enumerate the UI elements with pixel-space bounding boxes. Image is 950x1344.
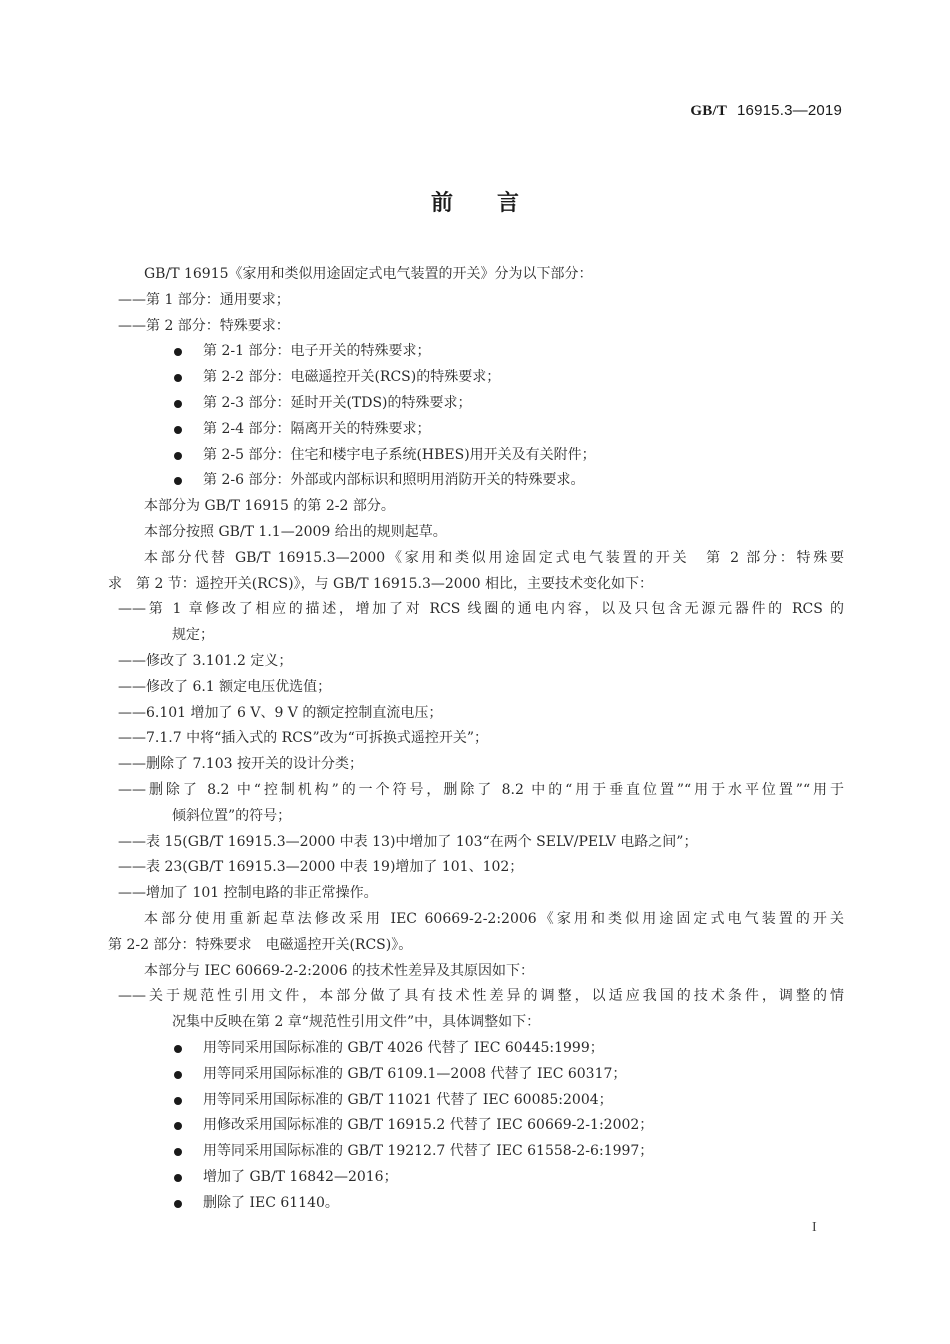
bullet-icon — [174, 477, 182, 485]
change-item: ——6.101 增加了 6 V、9 V 的额定控制直流电压； — [118, 704, 443, 721]
standard-number: 16915.3—2019 — [737, 102, 842, 119]
change-item: ——修改了 6.1 额定电压优选值； — [118, 678, 332, 695]
adopt-paragraph-line-2: 第 2-2 部分：特殊要求 电磁遥控开关(RCS)》。 — [108, 936, 413, 953]
bullet-icon — [174, 452, 182, 460]
part-statement: 本部分为 GB/T 16915 的第 2-2 部分。 — [144, 498, 395, 515]
replace-paragraph-line-1: 本部分代替 GB/T 16915.3—2000《家用和类似用途固定式电气装置的开关 第 2 部分：特殊要 — [144, 549, 844, 566]
standard-code-header — [690, 101, 842, 120]
intro-paragraph: GB/T 16915《家用和类似用途固定式电气装置的开关》分为以下部分： — [144, 266, 593, 282]
sub-part-item: 第 2-3 部分：延时开关(TDS)的特殊要求； — [108, 391, 844, 417]
bullet-icon — [174, 1097, 182, 1105]
diff-paragraph: 本部分与 IEC 60669-2-2:2006 的技术性差异及其原因如下： — [144, 962, 534, 979]
bullet-icon — [174, 400, 182, 408]
change-item-continuation: 倾斜位置”的符号； — [172, 807, 292, 824]
drafting-statement: 本部分按照 GB/T 1.1—2009 给出的规则起草。 — [144, 523, 447, 540]
change-item: ——删除了 8.2 中“控制机构”的一个符号，删除了 8.2 中的“用于垂直位置”“用于水平位置”“用于 — [118, 781, 844, 798]
diff-item: ——关于规范性引用文件，本部分做了具有技术性差异的调整，以适应我国的技术条件，调整的情 — [118, 988, 844, 1005]
sub-part-item: 第 2-2 部分：电磁遥控开关(RCS)的特殊要求； — [108, 365, 844, 391]
bullet-icon — [174, 1071, 182, 1079]
diff-sub-item: 用等同采用国际标准的 GB/T 19212.7 代替了 IEC 61558-2-6:1997； — [108, 1139, 844, 1165]
diff-sub-item: 用等同采用国际标准的 GB/T 4026 代替了 IEC 60445:1999； — [108, 1036, 844, 1062]
bullet-icon — [174, 1200, 182, 1208]
standard-prefix: GB/T — [690, 103, 728, 119]
bullet-icon — [174, 1045, 182, 1053]
diff-sub-item: 用等同采用国际标准的 GB/T 11021 代替了 IEC 60085:2004； — [108, 1088, 844, 1114]
bullet-icon — [174, 1148, 182, 1156]
sub-part-item: 第 2-5 部分：住宅和楼宇电子系统(HBES)用开关及有关附件； — [108, 443, 844, 469]
change-item-continuation: 规定； — [172, 627, 214, 644]
diff-sub-item: 删除了 IEC 61140。 — [108, 1191, 844, 1217]
document-body — [108, 262, 844, 1216]
bullet-icon — [174, 348, 182, 356]
change-item: ——7.1.7 中将“插入式的 RCS”改为“可拆换式遥控开关”； — [118, 730, 488, 747]
bullet-icon — [174, 1174, 182, 1182]
diff-item-continuation: 况集中反映在第 2 章“规范性引用文件”中，具体调整如下： — [172, 1014, 541, 1031]
bullet-icon — [174, 1122, 182, 1130]
part-item: ——第 1 部分：通用要求； — [118, 291, 290, 308]
adopt-paragraph-line-1: 本部分使用重新起草法修改采用 IEC 60669-2-2:2006《家用和类似用途固定式电气装置的开关 — [144, 910, 844, 927]
change-item: ——第 1 章修改了相应的描述，增加了对 RCS 线圈的通电内容，以及只包含无源元器件的 RCS 的 — [118, 601, 844, 618]
change-item: ——删除了 7.103 按开关的设计分类； — [118, 756, 363, 773]
sub-part-item: 第 2-1 部分：电子开关的特殊要求； — [108, 339, 844, 365]
diff-sub-item: 增加了 GB/T 16842—2016； — [108, 1165, 844, 1191]
page-title: 前言 — [430, 191, 563, 216]
change-item: ——增加了 101 控制电路的非正常操作。 — [118, 885, 378, 902]
diff-sub-item: 用等同采用国际标准的 GB/T 6109.1—2008 代替了 IEC 60317； — [108, 1062, 844, 1088]
change-item: ——表 15(GB/T 16915.3—2000 中表 13)中增加了 103“在两个 SELV/PELV 电路之间”； — [118, 833, 698, 850]
change-item: ——表 23(GB/T 16915.3—2000 中表 19)增加了 101、102； — [118, 859, 524, 876]
bullet-icon — [174, 426, 182, 434]
replace-paragraph-line-2: 求 第 2 节：遥控开关(RCS)》，与 GB/T 16915.3—2000 相比，主要技术变化如下： — [108, 575, 653, 592]
diff-sub-item: 用修改采用国际标准的 GB/T 16915.2 代替了 IEC 60669-2-1:2002； — [108, 1113, 844, 1139]
part-item: ——第 2 部分：特殊要求： — [118, 317, 290, 334]
bullet-icon — [174, 374, 182, 382]
sub-part-item: 第 2-6 部分：外部或内部标识和照明用消防开关的特殊要求。 — [108, 468, 844, 494]
change-item: ——修改了 3.101.2 定义； — [118, 652, 293, 669]
page-number: I — [812, 1220, 817, 1235]
sub-part-item: 第 2-4 部分：隔离开关的特殊要求； — [108, 417, 844, 443]
